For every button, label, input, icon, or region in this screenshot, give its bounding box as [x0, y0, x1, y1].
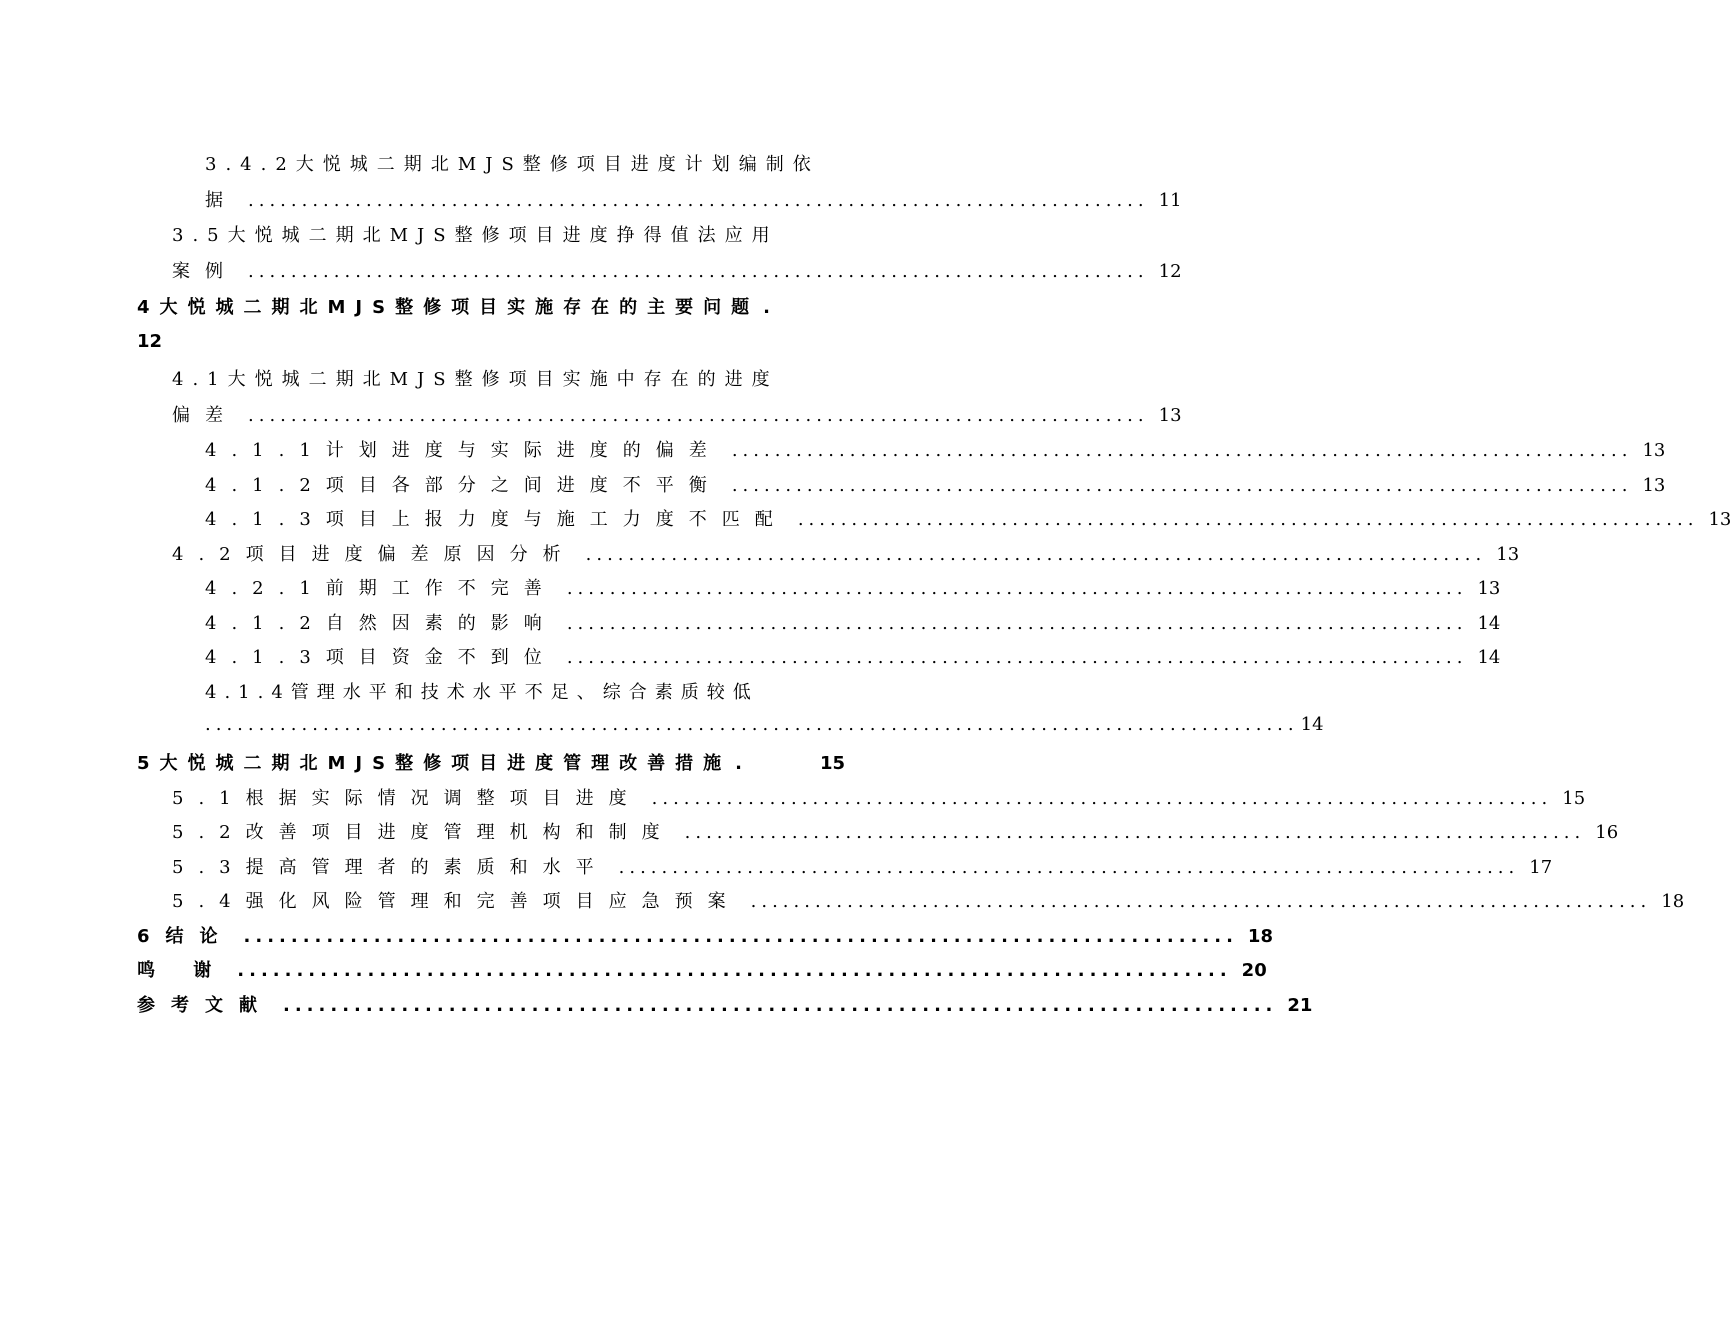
toc-entry-4-1-3[interactable] [205, 505, 1731, 530]
toc-entry-3-5-cont[interactable] [172, 257, 1182, 282]
toc-page-number: 13 [1496, 544, 1520, 565]
toc-entry-label: 6结论 [137, 926, 234, 947]
toc-entry-label: 4.1.1计划进度与实际进度的偏差 [205, 440, 722, 461]
toc-page-number: 12 [1158, 261, 1182, 282]
toc-entry-label: 5.2改善项目进度管理机构和制度 [172, 822, 675, 843]
leader-dots: .................................................................................... [243, 926, 1238, 947]
leader-dots: .................................................................................... [248, 405, 1149, 426]
toc-entry-label: 4.1.3项目上报力度与施工力度不匹配 [205, 509, 788, 530]
leader-dots: .................................................................................... [283, 995, 1278, 1016]
toc-entry-3-4-2-cont[interactable] [205, 186, 1182, 211]
leader-dots: .................................................................................... [566, 613, 1468, 634]
toc-entry-label: 4.1大悦城二期北MJS整修项目实施中存在的进度 [172, 369, 779, 390]
toc-entry-label: 3.5大悦城二期北MJS整修项目进度挣得值法应用 [172, 225, 779, 246]
toc-page-number: 20 [1241, 960, 1267, 981]
toc-chapter-6[interactable] [137, 922, 1273, 947]
toc-entry-label: 4.1.4管理水平和技术水平不足、综合素质较低 [205, 682, 759, 703]
toc-entry-5-3[interactable] [172, 853, 1553, 878]
leader-dots: .................................................................................... [684, 822, 1586, 843]
toc-page-number: 15 [819, 753, 845, 774]
toc-page-number: 13 [1158, 405, 1182, 426]
toc-page-number: 14 [1477, 647, 1501, 668]
toc-page-number: 18 [1661, 891, 1685, 912]
leader-dots: .................................................................................... [566, 647, 1468, 668]
toc-entry-4-1-2-natural[interactable] [205, 609, 1501, 634]
toc-entry-label: 4.2.1前期工作不完善 [205, 578, 557, 599]
toc-entry-4-1-4-cont[interactable] [205, 714, 1324, 738]
toc-entry-4-2-1[interactable] [205, 574, 1501, 599]
toc-entry-label: 3.4.2大悦城二期北MJS整修项目进度计划编制依 [205, 154, 820, 175]
toc-entry-label: 5.3提高管理者的素质和水平 [172, 857, 609, 878]
toc-entry-4-1-1[interactable] [205, 436, 1666, 461]
leader-dot: . [735, 753, 742, 774]
toc-page-number: 14 [1477, 613, 1501, 634]
toc-entry-label: 4.1.2项目各部分之间进度不平衡 [205, 475, 722, 496]
toc-page-number: 13 [1642, 440, 1666, 461]
toc-page-number: 15 [1562, 788, 1586, 809]
toc-entry-4-1-4[interactable] [205, 678, 845, 702]
toc-page-number: 17 [1529, 857, 1553, 878]
leader-dots: .................................................................................... [248, 190, 1149, 211]
toc-page-number: 13 [1708, 509, 1731, 530]
toc-entry-label: 据 [205, 190, 238, 211]
toc-entry-label: 鸣 谢 [137, 960, 228, 981]
leader-dots: .................................................................................... [566, 578, 1468, 599]
toc-entry-5-2[interactable] [172, 818, 1619, 843]
toc-entry-label: 5.4强化风险管理和完善项目应急预案 [172, 891, 741, 912]
toc-chapter-4[interactable] [137, 293, 845, 317]
leader-dots: .................................................................................... [585, 544, 1487, 565]
toc-entry-5-1[interactable] [172, 784, 1586, 809]
leader-dots: .................................................................................... [248, 261, 1149, 282]
toc-entry-4-2[interactable] [172, 540, 1520, 565]
toc-entry-4-1-2[interactable] [205, 471, 1666, 496]
toc-entry-label: 案例 [172, 261, 238, 282]
toc-entry-label: 5大悦城二期北MJS整修项目进度管理改善措施 [137, 753, 732, 774]
toc-page-number: 18 [1247, 926, 1273, 947]
toc-page-number: 12 [137, 331, 163, 352]
toc-entry-4-1[interactable] [172, 365, 845, 389]
toc-entry-label: 4.1.3项目资金不到位 [205, 647, 557, 668]
toc-entry-label: 4.1.2自然因素的影响 [205, 613, 557, 634]
leader-dots: .................................................................................... [237, 960, 1232, 981]
leader-dots: .................................................................................... [618, 857, 1520, 878]
leader-dots: .................................................................................... [731, 475, 1633, 496]
toc-entry-3-5[interactable] [172, 221, 845, 245]
toc-entry-label: 偏差 [172, 405, 238, 426]
toc-entry-label: 5.1根据实际情况调整项目进度 [172, 788, 642, 809]
toc-entry-3-4-2[interactable] [205, 150, 845, 174]
leader-dot: . [763, 297, 770, 318]
toc-acknowledgements[interactable] [137, 956, 1267, 981]
leader-dots: ...................................................................................................... [205, 714, 1299, 735]
leader-dots: .................................................................................... [797, 509, 1699, 530]
toc-page-number: 16 [1595, 822, 1619, 843]
toc-page-number: 11 [1158, 190, 1182, 211]
toc-entry-label: 4大悦城二期北MJS整修项目实施存在的主要问题 [137, 297, 760, 318]
leader-dots: .................................................................................... [651, 788, 1553, 809]
toc-page-number: 21 [1287, 995, 1313, 1016]
toc-page-number: 13 [1642, 475, 1666, 496]
toc-entry-4-1-cont[interactable] [172, 401, 1182, 426]
toc-references[interactable] [137, 991, 1313, 1016]
toc-page-number: 14 [1300, 714, 1324, 735]
toc-page-number: 13 [1477, 578, 1501, 599]
leader-dots: .................................................................................... [731, 440, 1633, 461]
leader-dots: .................................................................................... [750, 891, 1652, 912]
toc-entry-4-1-3-funds[interactable] [205, 643, 1501, 668]
toc-entry-label: 4.2项目进度偏差原因分析 [172, 544, 576, 565]
toc-chapter-5[interactable] [137, 749, 845, 773]
toc-entry-5-4[interactable] [172, 887, 1685, 912]
toc-entry-label: 参考文献 [137, 995, 273, 1016]
